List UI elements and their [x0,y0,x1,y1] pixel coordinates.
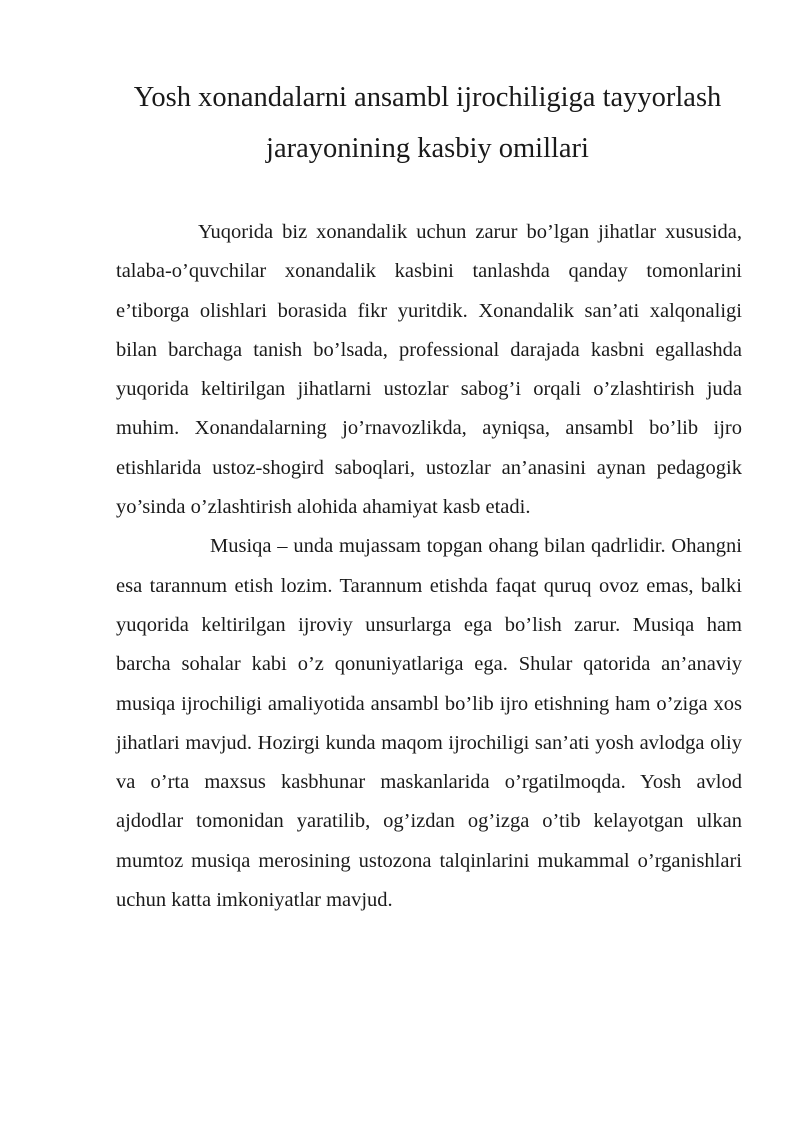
paragraph-1: Yuqorida biz xonandalik uchun zarur bo’lgan jihatlar xususida, talaba-o’quvchilar xonandalik kasbini tanlashda qanday tomonlarini e’tiborga olishlari borasida fikr yuritdik. Xonandalik san’ati xalqonaligi bilan barchaga tanish bo’lsada, professional darajada kasbni egallashda yuqorida keltirilgan jihatlarni ustozlar sabog’i orqali o’zlashtirish juda muhim. Xonandalarning jo’rnavozlikda, ayniqsa, ansambl bo’lib ijro etishlarida ustoz-shogird saboqlari, ustozlar an’anasini aynan pedagogik yo’sinda o’zlashtirish alohida ahamiyat kasb etadi. [116,221,742,519]
document-title [100,72,755,174]
title-line-1: Yosh xonandalarni ansambl ijrochiligiga tayyorlash [133,82,722,113]
title-line-2: jarayonining kasbiy omillari [266,133,589,164]
document-body [116,213,742,920]
paragraph-2: Musiqa – unda mujassam topgan ohang bilan qadrlidir. Ohangni esa tarannum etish lozim. Tarannum etishda faqat quruq ovoz emas, balki yuqorida keltirilgan ijroviy unsurlarga ega bo’lish zarur. Musiqa ham barcha sohalar kabi o’z qonuniyatlariga ega. Shular qatorida an’anaviy musiqa ijrochiligi amaliyotida ansambl bo’lib ijro etishning ham o’ziga xos jihatlari mavjud. Hozirgi kunda maqom ijrochiligi san’ati yosh avlodga oliy va o’rta maxsus kasbhunar maskanlarida o’rgatilmoqda. Yosh avlod ajdodlar tomonidan yaratilib, og’izdan og’izga o’tib kelayotgan ulkan mumtoz musiqa merosining ustozona talqinlarini mukammal o’rganishlari uchun katta imkoniyatlar mavjud. [116,535,742,912]
